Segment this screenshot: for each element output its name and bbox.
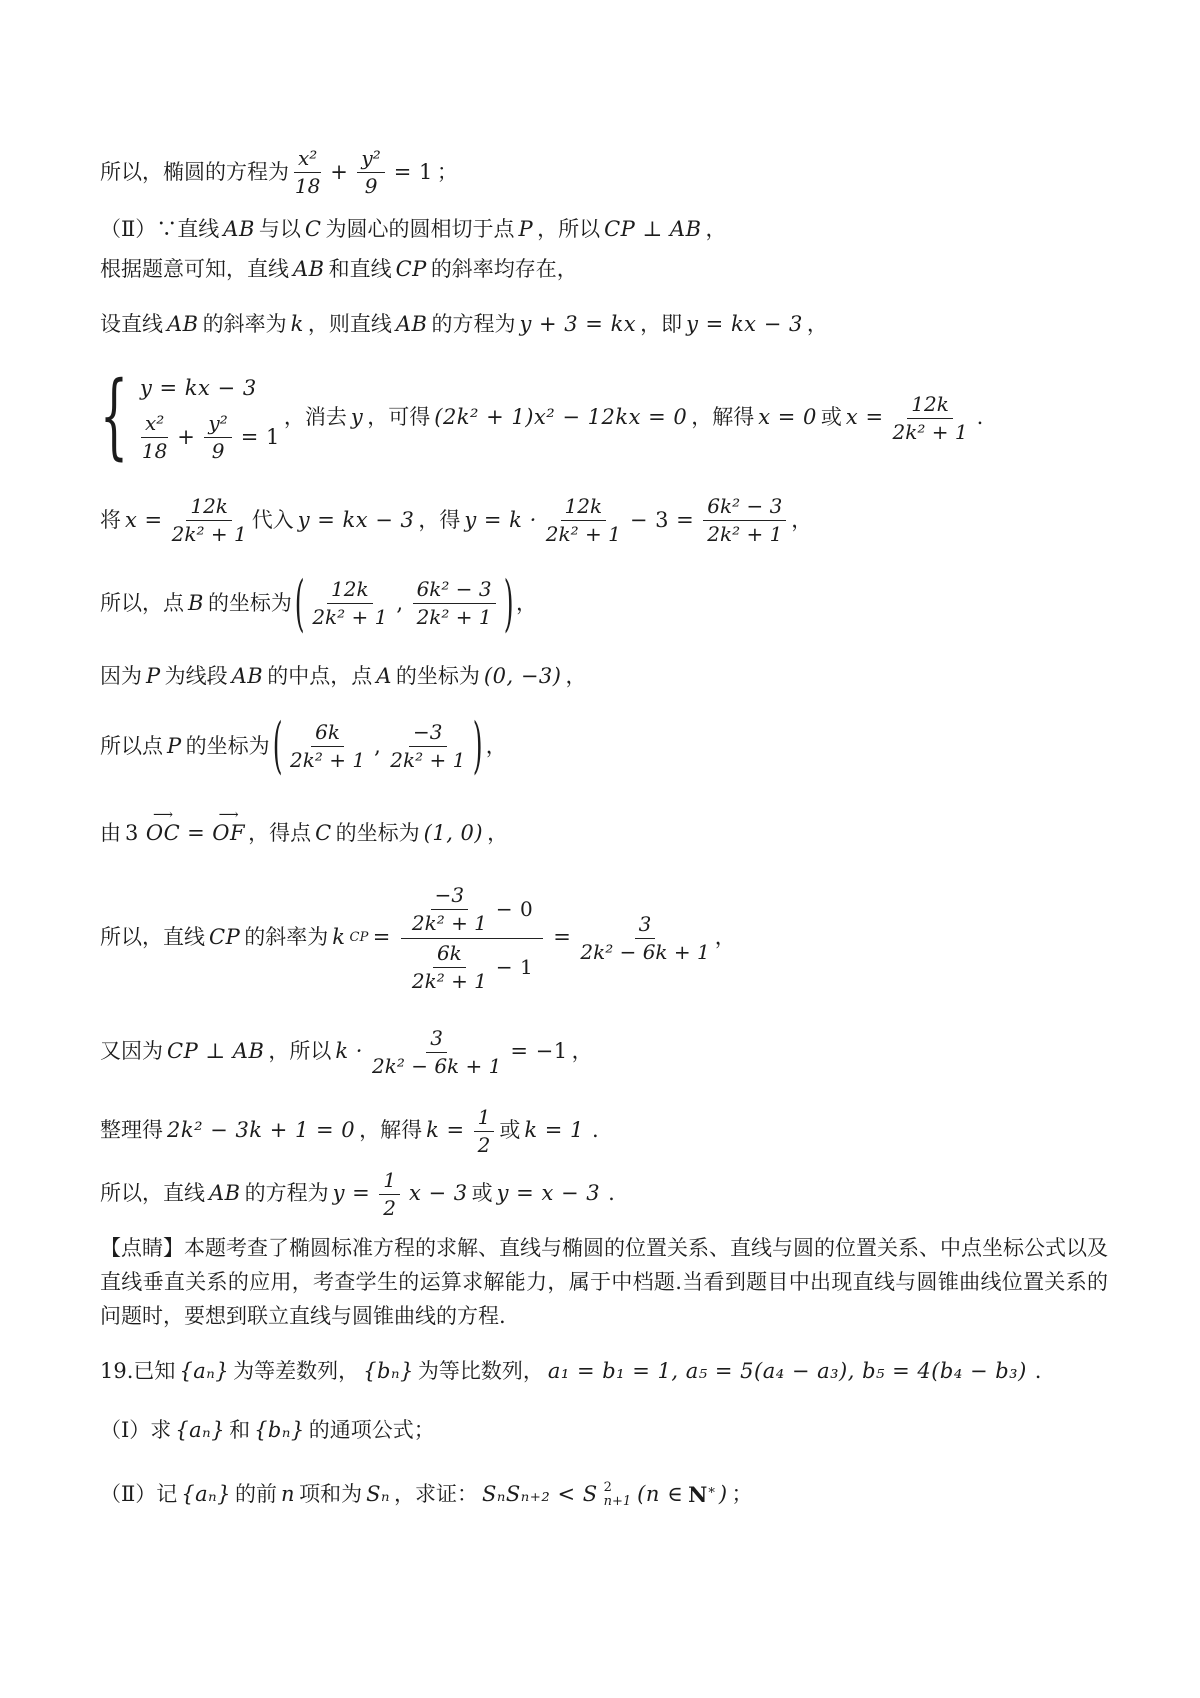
numerator: 1 — [379, 1168, 400, 1195]
text: ， — [705, 217, 727, 241]
fraction — [413, 577, 496, 630]
denominator: 2k² + 1 — [171, 522, 247, 547]
math: OC — [145, 820, 181, 845]
fraction — [893, 392, 968, 445]
numerator: 6k — [311, 720, 344, 747]
math: {aₙ} — [181, 1481, 232, 1506]
subscript: n+1 — [603, 1493, 632, 1509]
math: x = — [125, 508, 163, 533]
fraction — [204, 411, 231, 464]
line-midpoint — [100, 660, 1108, 694]
subscript: CP — [349, 929, 369, 945]
text: 根据题意可知，直线 — [100, 256, 289, 281]
line-question-19-part1 — [100, 1414, 1108, 1448]
math: (0, −3) — [483, 664, 562, 689]
text: 或 — [471, 1181, 493, 1206]
text: ，消去 — [283, 405, 347, 430]
math: x − 3 — [408, 1181, 468, 1206]
right-paren: ) — [503, 567, 514, 640]
math: = — [372, 925, 391, 950]
denominator: 2k² + 1 — [290, 747, 366, 772]
text: ，所以 — [268, 1039, 332, 1064]
text: ，即 — [640, 312, 683, 337]
numerator: 3 — [635, 912, 656, 939]
numerator: 3 — [426, 1026, 447, 1053]
fraction — [379, 1168, 400, 1221]
line-tangent-statement — [100, 213, 1108, 247]
text: （Ⅰ）求 — [100, 1418, 172, 1443]
denominator: 2 — [477, 1132, 491, 1157]
text: ， — [714, 925, 736, 950]
math: . — [976, 405, 984, 430]
line-ab-equation-setup — [100, 308, 1108, 342]
fraction — [357, 146, 384, 199]
right-paren: ) — [473, 710, 483, 782]
math: y — [350, 405, 364, 430]
numerator: 6k² − 3 — [413, 577, 496, 604]
math: k = 1 — [524, 1118, 584, 1143]
text: 的坐标为 — [335, 820, 420, 845]
text: ，则直线 — [307, 312, 392, 337]
numerator: y² — [204, 411, 231, 438]
math: 2k² − 3k + 1 = 0 — [167, 1118, 356, 1143]
text: 设直线 — [100, 312, 163, 337]
math: . — [1034, 1358, 1042, 1383]
math: AB — [209, 1181, 241, 1206]
text: ，解得 — [359, 1118, 423, 1143]
math: P — [518, 217, 534, 241]
math: P — [167, 733, 182, 758]
vector-arrow-icon: ⟶ — [152, 806, 174, 823]
text: ， — [485, 733, 507, 758]
compound-fraction — [401, 881, 543, 996]
text: ，得 — [418, 508, 461, 533]
line-point-b — [100, 567, 1108, 640]
line-solve-k — [100, 1105, 1108, 1158]
denominator: 9 — [364, 174, 378, 198]
math: k = — [426, 1118, 465, 1143]
line-question-19 — [100, 1355, 1108, 1389]
vector-oc — [145, 806, 181, 851]
math: = 1 — [393, 159, 433, 184]
note-paragraph: 【点睛】本题考查了椭圆标准方程的求解、直线与椭圆的位置关系、直线与圆的位置关系、中点坐标公式以及直线垂直关系的应用，考查学生的运算求解能力，属于中档题.当看到题目中出现直线与圆锥曲线位置关系的问题时，要想到联立直线与圆锥曲线的方程. — [100, 1235, 1108, 1328]
equation-system — [100, 363, 284, 471]
text: 的中点，点 — [267, 664, 373, 689]
math: AB — [395, 312, 428, 337]
line-question-19-part2 — [100, 1478, 1108, 1512]
math: {bₙ} — [363, 1358, 414, 1383]
superscript: 2 — [603, 1479, 612, 1495]
numerator — [401, 881, 543, 939]
text: 的坐标为 — [185, 733, 270, 758]
fraction — [290, 720, 365, 773]
math: . — [591, 1118, 600, 1143]
fraction — [390, 720, 465, 773]
text: 的斜率为 — [244, 925, 329, 950]
math: + — [177, 425, 196, 450]
math: − 3 = — [629, 508, 695, 533]
line-ab-result — [100, 1168, 1108, 1221]
text: ， — [571, 1039, 593, 1064]
math: , — [374, 733, 382, 758]
math: − 1 — [495, 954, 534, 979]
math: x = 0 — [758, 405, 817, 430]
denominator: 2k² − 6k + 1 — [371, 1053, 502, 1078]
math: B — [188, 591, 204, 616]
line-vector-oc — [100, 803, 1108, 851]
math: y = x − 3 — [496, 1181, 601, 1206]
denominator: 2k² + 1 — [545, 522, 621, 547]
text: 与以 — [258, 217, 301, 241]
text: 的斜率均存在， — [430, 256, 578, 281]
math: y = — [332, 1181, 371, 1206]
numerator: y² — [357, 146, 384, 173]
text: ， — [516, 591, 537, 616]
math: = — [187, 820, 206, 845]
left-paren: ( — [272, 710, 283, 782]
math: (1, 0) — [423, 820, 484, 845]
text: 和直线 — [328, 256, 392, 281]
math: 3 — [125, 820, 139, 845]
text: 因为 — [100, 664, 142, 689]
fraction — [580, 912, 709, 965]
text: 或 — [820, 405, 842, 430]
text: ， — [791, 508, 813, 533]
fraction — [172, 494, 247, 547]
text: 为等差数列， — [233, 1358, 360, 1383]
fraction — [141, 411, 168, 464]
math: = 1 — [240, 425, 280, 450]
math: y = kx − 3 — [686, 312, 803, 337]
text: 所以点 — [100, 733, 163, 758]
numerator: x² — [141, 411, 168, 438]
math: P — [146, 664, 161, 689]
fraction — [703, 494, 786, 547]
text: ， — [565, 664, 587, 689]
math: {aₙ} — [179, 1358, 230, 1383]
math: + — [330, 159, 349, 184]
text: ； — [436, 159, 458, 184]
text: 为线段 — [164, 664, 228, 689]
text: （Ⅱ）记 — [100, 1481, 178, 1506]
text: ； — [731, 1481, 753, 1506]
math: = — [553, 925, 572, 950]
math-bold-n: N — [688, 1481, 708, 1507]
text: 的方程为 — [431, 312, 516, 337]
vector-arrow-icon: ⟶ — [218, 806, 239, 823]
math: k — [290, 312, 304, 337]
text: 或 — [499, 1118, 521, 1143]
math: C — [315, 820, 332, 845]
math: k — [332, 925, 346, 950]
line-ellipse-equation — [100, 146, 1108, 199]
math: y = kx − 3 — [297, 508, 415, 533]
text: ，求证： — [393, 1481, 478, 1506]
line-slope-cp — [100, 881, 1108, 996]
denominator: 2k² + 1 — [390, 747, 466, 772]
superscript-star: * — [708, 1486, 715, 1502]
fraction — [372, 1026, 501, 1079]
system-brace: { — [100, 363, 128, 471]
line-point-p — [100, 710, 1108, 782]
line-equation-system — [100, 363, 1108, 471]
fraction — [294, 146, 321, 199]
fraction — [546, 494, 621, 547]
line-slopes-exist — [100, 253, 1108, 287]
text: 和 — [229, 1418, 251, 1443]
fraction — [412, 883, 487, 936]
text: 将 — [100, 508, 121, 533]
math: (n ∈ — [637, 1481, 684, 1506]
denominator: 18 — [294, 174, 321, 198]
system-row-1: y = kx − 3 — [140, 375, 257, 400]
system-rows — [136, 372, 284, 465]
text: ，所以 — [537, 217, 601, 241]
text: 项和为 — [299, 1481, 363, 1506]
numerator: x² — [294, 146, 321, 173]
math: , — [396, 591, 404, 616]
math: n — [281, 1481, 296, 1506]
text: （Ⅱ）∵直线 — [100, 217, 220, 241]
text: 为圆心的圆相切于点 — [325, 217, 515, 241]
text: 为等比数列， — [417, 1358, 544, 1383]
math: ) — [718, 1481, 728, 1506]
text: 的斜率为 — [202, 312, 287, 337]
text: ， — [487, 820, 509, 845]
text: 19.已知 — [100, 1358, 176, 1383]
text: 整理得 — [100, 1118, 163, 1143]
math: AB — [293, 256, 325, 281]
numerator: 6k² − 3 — [703, 494, 786, 521]
fraction — [312, 577, 387, 630]
math: a₁ = b₁ = 1, a₅ = 5(a₄ − a₃), b₅ = 4(b₄ − b₃) — [547, 1358, 1027, 1383]
numerator: −3 — [431, 883, 468, 910]
denominator: 2k² + 1 — [312, 605, 388, 630]
denominator: 9 — [211, 439, 225, 464]
text: 代入 — [251, 508, 294, 533]
math: SₙSₙ₊₂ < S — [481, 1481, 598, 1506]
math: x = — [845, 405, 884, 430]
math: OF — [212, 820, 246, 845]
math: − 0 — [495, 896, 534, 921]
fraction — [474, 1105, 495, 1158]
numerator: 12k — [561, 494, 607, 521]
sub-sup-stack — [604, 1481, 632, 1508]
text: ，可得 — [367, 405, 431, 430]
denominator — [401, 939, 543, 996]
text: 所以，椭圆的方程为 — [100, 159, 289, 184]
math: AB — [167, 312, 199, 337]
math: = −1 — [510, 1039, 568, 1064]
denominator: 2k² + 1 — [892, 419, 968, 444]
math: {aₙ} — [175, 1418, 226, 1443]
math: y = k · — [464, 508, 537, 533]
text: 所以，点 — [100, 591, 184, 616]
text: 的前 — [235, 1481, 278, 1506]
math: CP ⊥ AB — [604, 217, 702, 241]
text: 的通项公式； — [308, 1418, 435, 1443]
text: 的坐标为 — [395, 664, 480, 689]
denominator: 2k² + 1 — [411, 968, 487, 993]
numerator: −3 — [409, 720, 446, 747]
text: 的坐标为 — [207, 591, 292, 616]
math: AB — [223, 217, 255, 241]
math: CP — [395, 256, 427, 281]
line-perpendicular-condition — [100, 1026, 1108, 1079]
text: 所以，直线 — [100, 1181, 205, 1206]
math: C — [304, 217, 322, 241]
denominator: 18 — [141, 439, 168, 464]
math: {bₙ} — [254, 1418, 305, 1443]
numerator: 12k — [327, 577, 373, 604]
line-substitution — [100, 494, 1108, 547]
text: 的方程为 — [244, 1181, 329, 1206]
math: Sₙ — [366, 1481, 390, 1506]
text: 由 — [100, 820, 121, 845]
numerator: 12k — [907, 392, 953, 419]
left-paren: ( — [294, 567, 305, 640]
denominator: 2 — [383, 1195, 396, 1220]
math: k · — [335, 1039, 363, 1064]
system-row-2 — [136, 411, 284, 464]
denominator: 2k² − 6k + 1 — [580, 939, 710, 964]
math: A — [376, 664, 392, 689]
text: ，解得 — [691, 405, 755, 430]
text: ， — [806, 312, 828, 337]
numerator: 1 — [474, 1105, 495, 1132]
math: . — [608, 1181, 616, 1206]
math: CP — [209, 925, 241, 950]
math: y + 3 = kx — [519, 312, 637, 337]
text: 又因为 — [100, 1039, 163, 1064]
fraction — [412, 941, 487, 994]
math: (2k² + 1)x² − 12kx = 0 — [434, 405, 688, 430]
denominator: 2k² + 1 — [707, 522, 783, 547]
vector-of — [212, 806, 246, 851]
math: AB — [231, 664, 264, 689]
numerator: 6k — [433, 941, 466, 968]
math: CP ⊥ AB — [167, 1039, 265, 1064]
text: 所以，直线 — [100, 925, 205, 950]
text: ，得点 — [248, 820, 312, 845]
denominator: 2k² + 1 — [411, 910, 487, 935]
denominator: 2k² + 1 — [416, 605, 492, 630]
numerator: 12k — [186, 494, 232, 521]
